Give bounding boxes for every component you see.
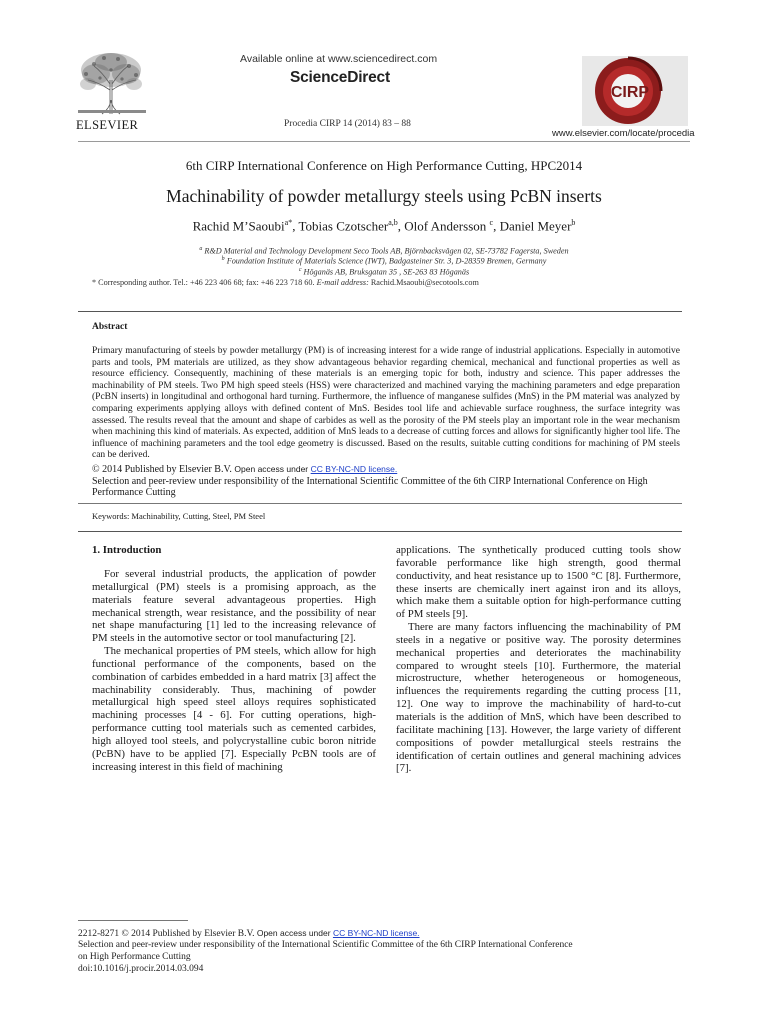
footer-issn [78, 928, 420, 940]
affiliation-text: R&D Material and Technology Development Seco Tools AB, Björnbacksvägen 02, SE-73782 Fagersta, Sweden [204, 246, 569, 256]
affiliation [0, 267, 768, 277]
affiliation-sup: a [199, 246, 203, 252]
open-access-text: Open access under [234, 464, 309, 474]
license-link[interactable]: CC BY-NC-ND license. [332, 928, 420, 938]
right-column [396, 544, 681, 775]
journal-url[interactable]: www.elsevier.com/locate/procedia [552, 128, 695, 139]
section-heading: 1. Introduction [92, 544, 162, 556]
author-affil-sup: a,b [388, 218, 398, 227]
journal-reference: Procedia CIRP 14 (2014) 83 – 88 [284, 119, 411, 129]
author-name: Daniel Meyer [499, 218, 572, 234]
paragraph: The mechanical properties of PM steels, which allow for high functional performance of the components, based on the combination of carbides embedded in a hard matrix [3] affect the machinability considerably. Thus, machining of powder metallurgical high speed steel alloys requires sophisticated machining processes [4 - 6]. For cutting operations, high-performance cutting tool materials such as cemented carbides, high alloyed tool steels, and polycrystalline cubic boron nitride (PcBN) have to be applied [7]. Especially PcBN tools are of increasing interest in this field of machining [92, 645, 376, 773]
issn-text: 2212-8271 © 2014 Published by Elsevier B.V. [78, 929, 255, 939]
affiliation [0, 256, 768, 266]
cirp-logo-text: CIRP [610, 84, 650, 101]
keywords: Keywords: Machinability, Cutting, Steel, PM Steel [92, 511, 266, 521]
available-online: Available online at www.sciencedirect.com [240, 53, 438, 65]
footer-review-1: Selection and peer-review under responsibility of the International Scientific Committee of the 6th CIRP International Conference [78, 940, 573, 950]
affiliation-sup: b [221, 256, 225, 262]
open-access-text: Open access under [256, 928, 331, 938]
author-name: Tobias Czotscher [298, 218, 389, 234]
affiliation-text: Höganäs AB, Bruksgatan 35 , SE-263 83 Höganäs [303, 267, 470, 277]
paragraph: For several industrial products, the application of powder metallurgical (PM) steels is a promising approach, as the materials feature several advantageous properties. High mechanical strength, wear resistance, and the possibility of near net shape manufacturing [1] led to the increasing relevance of PM steels in the automotive sector or tool manufacturing [2]. [92, 568, 376, 645]
left-column [92, 568, 376, 774]
peer-review-statement: Selection and peer-review under responsibility of the International Scientific Committee of the 6th CIRP International Conference on High Performance Cutting [92, 476, 648, 498]
email-address[interactable]: Rachid.Msaoubi@secotools.com [370, 278, 479, 287]
affiliation-sup: c [298, 267, 302, 273]
footnote-rule [78, 920, 188, 921]
sciencedirect-brand: ScienceDirect [290, 69, 390, 86]
publisher-name: ELSEVIER [76, 118, 139, 132]
conference-name: 6th CIRP International Conference on High Performance Cutting, HPC2014 [185, 158, 583, 173]
cirp-logo [582, 56, 688, 126]
affiliation-text: Foundation Institute of Materials Science (IWT), Badgasteiner Str. 3, D-28359 Bremen, Germany [226, 256, 547, 266]
author-affil-sup: b [571, 218, 576, 227]
affiliation [0, 246, 768, 256]
header-divider [78, 141, 690, 142]
author-name: Rachid M’Saoubi [192, 218, 285, 234]
corresponding-author [92, 278, 479, 287]
email-label: E-mail address: [316, 278, 369, 287]
abstract-heading: Abstract [92, 322, 128, 332]
footer-review-2: on High Performance Cutting [78, 952, 191, 962]
keywords-bottom-rule [78, 531, 682, 532]
keywords-top-rule [78, 503, 682, 504]
license-link[interactable]: CC BY-NC-ND license. [310, 464, 398, 474]
corresponding-text: * Corresponding author. Tel.: +46 223 406 68; fax: +46 223 718 60. [92, 278, 315, 287]
abstract-top-rule [78, 311, 682, 312]
abstract-copyright [92, 464, 397, 475]
abstract-text: Primary manufacturing of steels by powder metallurgy (PM) is of increasing interest for a wide range of industrial applications. Especially in automotive parts and tools, PM materials are utilized, as they show advantageous behavior regarding chemical, mechanical and functional properties as well as resource efficiency. Consequently, machining of these materials is an emerging topic for both, industry and science. This paper addresses the machinability of PM steels. Two PM high speed steels (HSS) were characterized and machined varying the machining parameters and edge preparation (PcBN inserts) in longitudinal and orthogonal hard turning. Furthermore, the influence of manganese sulfides (MnS) in the PM material was analyzed by comparing experiments applying alloys with defined content of MnS. Besides tool life and achievable surface roughness, the surface integrity was assessed. The results reveal that the amount and shape of carbides as well as the porosity of the PM steels play an important role in the wear mechanism when machining this kind of materials. As expected, addition of MnS leads to a decrease of cutting forces and allows for significantly higher tool life. The influence of machining parameters and the tool edge geometry is discussed. Based on the results, suitable cutting conditions for machining of PM steels can be derived. [92, 346, 680, 461]
paper-title: Machinability of powder metallurgy steels using PcBN inserts [166, 186, 602, 206]
copyright-text: © 2014 Published by Elsevier B.V. [92, 464, 232, 475]
author-affil-sup: a* [284, 218, 293, 227]
author-name: Olof Andersson [404, 218, 487, 234]
paragraph: applications. The synthetically produced cutting tools show favorable performance like high strength, good thermal conductivity, and heat resistance up to 1500 °C [8]. Furthermore, these inserts are chemically inert against iron and its alloys, which make them a suitable option for high-performance cutting of PM steels [9]. [396, 544, 681, 621]
author-affil-sup: c [489, 218, 494, 227]
doi[interactable]: doi:10.1016/j.procir.2014.03.094 [78, 964, 204, 974]
paragraph: There are many factors influencing the machinability of PM steels in a negative or positive way. The porosity determines mechanical properties and deteriorates the machinability compared to wrought steels [10]. Furthermore, the material microstructure, whether heterogeneous or homogeneous, influences the requirements regarding the cutting process [11, 12]. One way to improve the machinability of hard-to-cut materials is the addition of MnS, which have been described to facilitate machining [13]. However, the large variety of different compositions of powder metallurgical steels restrains the identification of certain outlines and general machining advices [7]. [396, 621, 681, 775]
author-list: Rachid M’Saoubi$^{a*}$, Tobias Czotscher$^{a,b}$, Olof Andersson $^c$, Daniel Meyer$^b$ [192, 218, 576, 234]
